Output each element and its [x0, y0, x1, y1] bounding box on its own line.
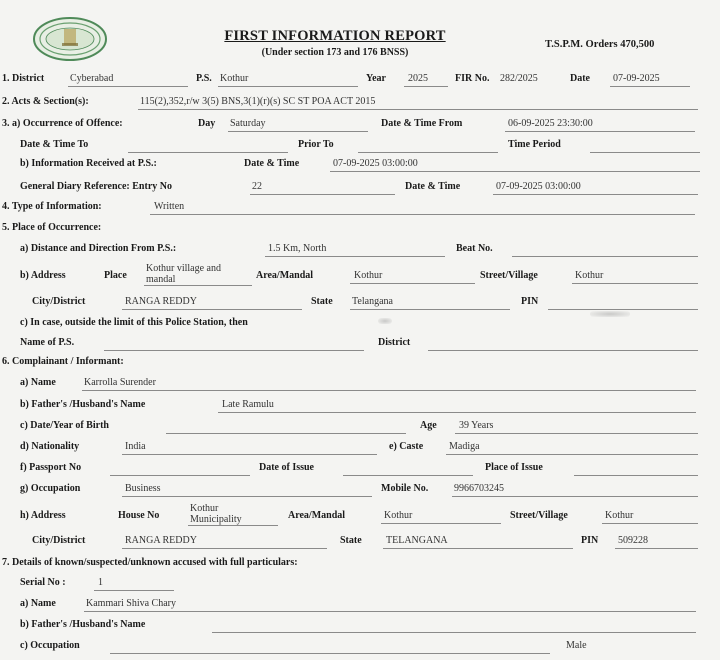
issue-date-label: Date of Issue [259, 462, 314, 473]
year-line [404, 86, 448, 87]
place-pin-label: PIN [521, 296, 539, 307]
info-date-time-line [330, 171, 700, 172]
complainant-street-value: Kothur [605, 510, 634, 521]
general-diary-label: General Diary Reference: Entry No [20, 181, 172, 192]
place-mandal-label: Area/Mandal [256, 270, 314, 281]
prior-to-line [358, 152, 498, 153]
place-value-line2: mandal [146, 274, 176, 285]
day-value: Saturday [230, 118, 266, 129]
accused-occupation-label: c) Occupation [20, 640, 80, 651]
place-mandal-line [350, 283, 475, 284]
gd-date-time-label: Date & Time [405, 181, 461, 192]
passport-line [110, 475, 250, 476]
house-line [188, 525, 278, 526]
date-time-from-label: Date & Time From [381, 118, 463, 129]
date-label: Date [570, 73, 590, 84]
caste-value: Madiga [449, 441, 480, 452]
complainant-mandal-value: Kothur [384, 510, 413, 521]
dob-label: c) Date/Year of Birth [20, 420, 109, 431]
outside-ps-name-line [104, 350, 364, 351]
complainant-pin-value: 509228 [618, 535, 648, 546]
complainant-state-line [383, 548, 573, 549]
complainant-state-label: State [340, 535, 362, 546]
year-label: Year [366, 73, 386, 84]
complainant-label: 6. Complainant / Informant: [2, 356, 124, 367]
place-street-line [572, 283, 698, 284]
complainant-street-label: Street/Village [510, 510, 568, 521]
accused-gender-value: Male [566, 640, 587, 651]
complainant-name-value: Karrolla Surender [84, 377, 156, 388]
day-label: Day [198, 118, 216, 129]
complainant-pin-line [615, 548, 698, 549]
beat-no-line [512, 256, 698, 257]
beat-no-label: Beat No. [456, 243, 493, 254]
accused-name-label: a) Name [20, 598, 56, 609]
caste-line [446, 454, 698, 455]
complainant-occupation-value: Business [125, 483, 161, 494]
acts-value: 115(2),352,r/w 3(5) BNS,3(1)(r)(s) SC ST POA ACT 2015 [140, 96, 376, 107]
type-of-information-line [150, 214, 695, 215]
general-diary-line [250, 194, 395, 195]
serial-no-label: Serial No : [20, 577, 66, 588]
date-value: 07-09-2025 [613, 73, 660, 84]
complainant-address-label: h) Address [20, 510, 66, 521]
place-city-value: RANGA REDDY [125, 296, 197, 307]
outside-ps-name-label: Name of P.S. [20, 337, 75, 348]
age-line [455, 433, 698, 434]
fir-value: 282/2025 [500, 73, 538, 84]
age-label: Age [420, 420, 437, 431]
report-title: FIRST INFORMATION REPORT [224, 28, 446, 44]
complainant-city-value: RANGA REDDY [125, 535, 197, 546]
date-time-from-line [505, 131, 695, 132]
place-value-line1: Kothur village and [146, 263, 221, 274]
mobile-value: 9966703245 [454, 483, 504, 494]
outside-limit-label: c) In case, outside the limit of this Police Station, then [20, 317, 248, 328]
orders-reference: T.S.P.M. Orders 470,500 [545, 39, 655, 50]
info-date-time-value: 07-09-2025 03:00:00 [333, 158, 418, 169]
complainant-state-value: TELANGANA [386, 535, 448, 546]
ps-value: Kothur [220, 73, 249, 84]
place-state-line [350, 309, 510, 310]
year-value: 2025 [408, 73, 428, 84]
place-city-line [122, 309, 302, 310]
accused-name-line [84, 611, 696, 612]
accused-occupation-line [110, 653, 550, 654]
occurrence-label: 3. a) Occurrence of Offence: [2, 118, 123, 129]
complainant-city-line [122, 548, 327, 549]
ps-label: P.S. [196, 73, 212, 84]
serial-no-value: 1 [98, 577, 103, 588]
complainant-name-label: a) Name [20, 377, 56, 388]
acts-line [138, 109, 698, 110]
complainant-pin-label: PIN [581, 535, 599, 546]
house-value-line2: Municipality [190, 514, 242, 525]
distance-line [265, 256, 445, 257]
complainant-name-line [82, 390, 696, 391]
passport-label: f) Passport No [20, 462, 82, 473]
type-of-information-label: 4. Type of Information: [2, 201, 102, 212]
place-state-value: Telangana [352, 296, 393, 307]
nationality-line [122, 454, 377, 455]
age-value: 39 Years [459, 420, 494, 431]
district-value: Cyberabad [70, 73, 114, 84]
distance-label: a) Distance and Direction From P.S.: [20, 243, 177, 254]
type-of-information-value: Written [154, 201, 185, 212]
date-time-to-label: Date & Time To [20, 139, 89, 150]
issue-place-line [574, 475, 698, 476]
place-mandal-value: Kothur [354, 270, 383, 281]
info-date-time-label: Date & Time [244, 158, 300, 169]
time-period-line [590, 152, 700, 153]
state-emblem-seal [32, 16, 108, 62]
distance-value: 1.5 Km, North [268, 243, 327, 254]
complainant-occupation-line [122, 496, 372, 497]
complainant-father-line [218, 412, 696, 413]
prior-to-label: Prior To [298, 139, 334, 150]
accused-father-line [212, 632, 696, 633]
gd-date-time-value: 07-09-2025 03:00:00 [496, 181, 581, 192]
place-address-label: b) Address [20, 270, 66, 281]
district-line [68, 86, 188, 87]
issue-date-line [343, 475, 473, 476]
place-street-label: Street/Village [480, 270, 538, 281]
place-city-label: City/District [32, 296, 86, 307]
time-period-label: Time Period [508, 139, 561, 150]
complainant-city-label: City/District [32, 535, 86, 546]
gd-date-time-line [493, 194, 698, 195]
date-time-to-line [128, 152, 288, 153]
acts-label: 2. Acts & Section(s): [2, 96, 89, 107]
serial-no-line [94, 590, 174, 591]
complainant-father-label: b) Father's /Husband's Name [20, 399, 146, 410]
dob-line [166, 433, 406, 434]
place-state-label: State [311, 296, 333, 307]
outside-district-label: District [378, 337, 411, 348]
outside-district-line [428, 350, 698, 351]
complainant-mandal-label: Area/Mandal [288, 510, 346, 521]
day-line [228, 131, 368, 132]
complainant-street-line [602, 523, 698, 524]
complainant-father-value: Late Ramulu [222, 399, 274, 410]
place-line [144, 285, 252, 286]
accused-details-label: 7. Details of known/suspected/unknown accused with full particulars: [2, 557, 298, 568]
info-received-label: b) Information Received at P.S.: [20, 158, 157, 169]
mobile-line [452, 496, 698, 497]
accused-name-value: Kammari Shiva Chary [86, 598, 176, 609]
place-street-value: Kothur [575, 270, 604, 281]
report-subtitle: (Under section 173 and 176 BNSS) [261, 47, 409, 58]
district-label: 1. District [2, 73, 45, 84]
house-value-line1: Kothur [190, 503, 219, 514]
house-no-label: House No [118, 510, 160, 521]
place-pin-line [548, 309, 698, 310]
nationality-label: d) Nationality [20, 441, 80, 452]
date-time-from-value: 06-09-2025 23:30:00 [508, 118, 593, 129]
ps-line [218, 86, 358, 87]
complainant-occupation-label: g) Occupation [20, 483, 81, 494]
accused-father-label: b) Father's /Husband's Name [20, 619, 146, 630]
ink-smudge [590, 311, 630, 317]
caste-label: e) Caste [389, 441, 424, 452]
complainant-mandal-line [381, 523, 501, 524]
issue-place-label: Place of Issue [485, 462, 543, 473]
nationality-value: India [125, 441, 146, 452]
ink-smudge [378, 318, 392, 324]
mobile-label: Mobile No. [381, 483, 429, 494]
place-of-occurrence-label: 5. Place of Occurrence: [2, 222, 102, 233]
fir-label: FIR No. [455, 73, 490, 84]
general-diary-entry: 22 [252, 181, 262, 192]
place-label: Place [104, 270, 127, 281]
date-line [610, 86, 690, 87]
